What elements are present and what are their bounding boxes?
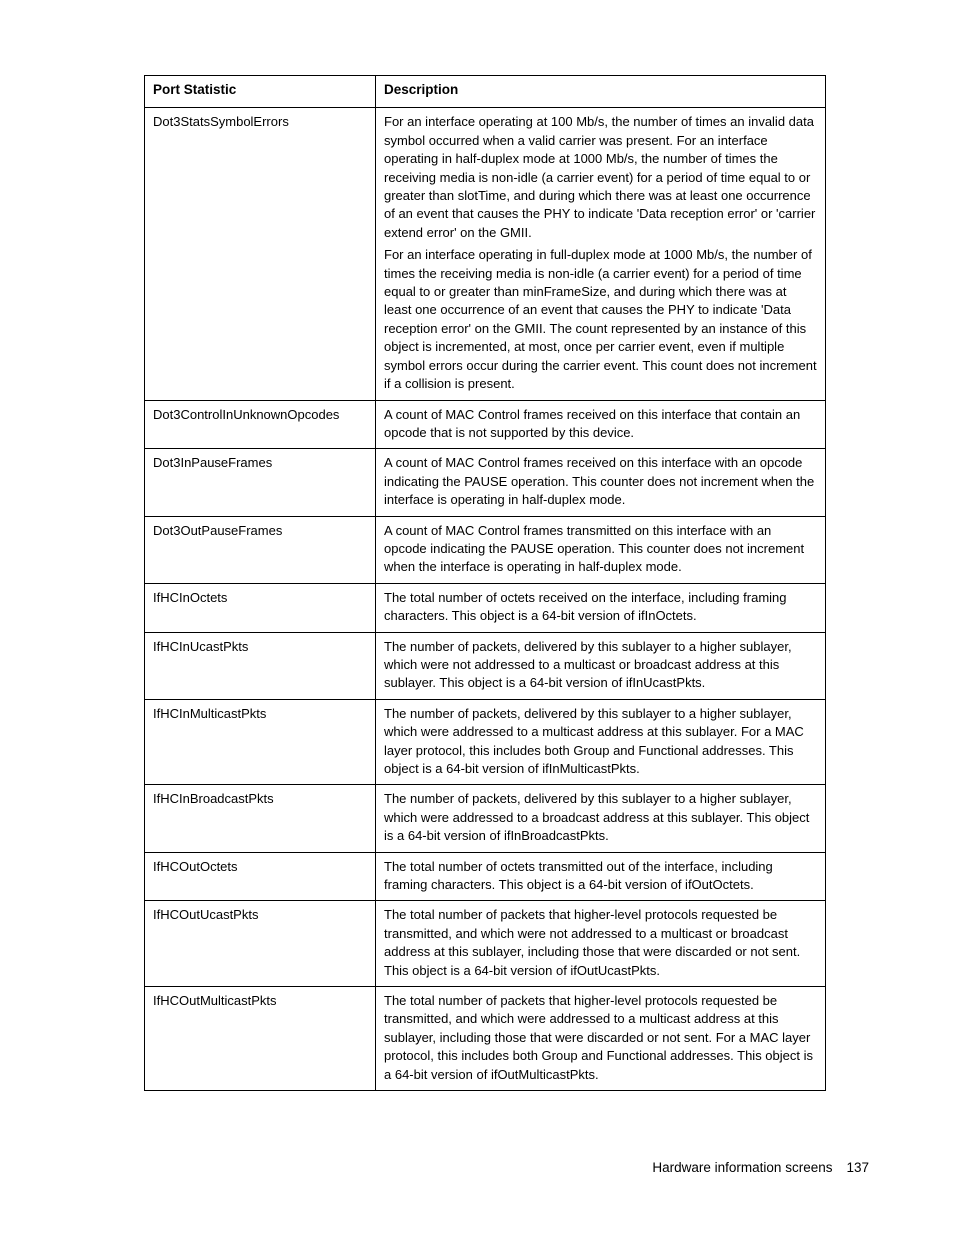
port-statistic-description (376, 901, 826, 987)
port-statistic-description (376, 699, 826, 785)
port-statistic-name: Dot3ControlInUnknownOpcodes (145, 400, 376, 449)
port-statistic-description (376, 583, 826, 632)
column-header-port-statistic: Port Statistic (145, 76, 376, 108)
description-paragraph: A count of MAC Control frames transmitted on this interface with an opcode indicating the PAUSE operation. This counter does not increment when the interface is operating in half-duplex mode. (384, 522, 805, 575)
port-statistic-name: IfHCInUcastPkts (145, 632, 376, 699)
port-statistic-description (376, 516, 826, 583)
column-header-description: Description (376, 76, 826, 108)
port-statistics-table (144, 75, 826, 1091)
description-paragraph: The total number of octets received on the interface, including framing characters. This object is a 64-bit version of ifInOctets. (384, 589, 787, 624)
page-footer (652, 1160, 869, 1176)
description-paragraph: For an interface operating in full-duplex mode at 1000 Mb/s, the number of times the receiving media is non-idle (a carrier event) for a period of time equal to or greater than minFrameSize, and during which there was at least one occurrence of an event that causes the PHY to indicate 'Data reception error' on the GMII. The count represented by an instance of this object is incremented, at most, once per carrier event, even if multiple symbol errors occur during the carrier event. This count does not increment if a collision is present. (384, 247, 817, 392)
table-row (145, 449, 826, 516)
page-number: 137 (846, 1160, 869, 1175)
footer-section-title: Hardware information screens (652, 1160, 833, 1175)
table-row (145, 852, 826, 901)
port-statistic-description (376, 400, 826, 449)
description-paragraph: The total number of packets that higher-level protocols requested be transmitted, and which were addressed to a multicast address at this sublayer, including those that were discarded or not sent. For a MAC layer protocol, this includes both Group and Functional addresses. This object is a 64-bit version of ifOutMulticastPkts. (384, 993, 813, 1082)
table-row (145, 699, 826, 785)
table-row (145, 987, 826, 1091)
table-row (145, 632, 826, 699)
port-statistic-description (376, 785, 826, 852)
port-statistic-description (376, 987, 826, 1091)
port-statistic-name: IfHCInOctets (145, 583, 376, 632)
description-paragraph: The number of packets, delivered by this sublayer to a higher sublayer, which were not addressed to a multicast or broadcast address at this sublayer. This object is a 64-bit version of ifInUcastPkts. (384, 638, 792, 691)
port-statistic-name: IfHCInBroadcastPkts (145, 785, 376, 852)
port-statistic-name: Dot3InPauseFrames (145, 449, 376, 516)
port-statistic-description (376, 449, 826, 516)
port-statistic-description (376, 852, 826, 901)
port-statistic-description (376, 632, 826, 699)
table-row (145, 400, 826, 449)
description-paragraph: A count of MAC Control frames received on this interface that contain an opcode that is not supported by this device. (384, 406, 801, 440)
port-statistic-name: Dot3OutPauseFrames (145, 516, 376, 583)
description-paragraph: The total number of octets transmitted out of the interface, including framing characters. This object is a 64-bit version of ifOutOctets. (384, 858, 773, 893)
table-header-row (145, 76, 826, 108)
description-paragraph: For an interface operating at 100 Mb/s, the number of times an invalid data symbol occurred when a valid carrier was present. For an interface operating in half-duplex mode at 1000 Mb/s, the number of times the receiving media is non-idle (a carrier event) for a period of time equal to or greater than slotTime, and during which there was at least one occurrence of an event that causes the PHY to indicate 'Data reception error' or 'carrier extend error' on the GMII. (384, 114, 816, 240)
description-paragraph: The number of packets, delivered by this sublayer to a higher sublayer, which were addressed to a multicast address at this sublayer. For a MAC layer protocol, this includes both Group and Functional addresses. This object is a 64-bit version of ifInMulticastPkts. (384, 705, 804, 776)
table-row (145, 901, 826, 987)
port-statistic-description (376, 108, 826, 400)
table-row (145, 516, 826, 583)
port-statistic-name: IfHCOutUcastPkts (145, 901, 376, 987)
table-body (145, 108, 826, 1091)
port-statistic-name: IfHCOutOctets (145, 852, 376, 901)
description-paragraph: The total number of packets that higher-level protocols requested be transmitted, and which were not addressed to a multicast or broadcast address at this sublayer, including those that were discarded or not sent. This object is a 64-bit version of ifOutUcastPkts. (384, 907, 801, 978)
table-row (145, 108, 826, 400)
port-statistic-name: IfHCOutMulticastPkts (145, 987, 376, 1091)
description-paragraph: A count of MAC Control frames received on this interface with an opcode indicating the PAUSE operation. This counter does not increment when the interface is operating in half-duplex mode. (384, 455, 815, 508)
table-row (145, 583, 826, 632)
table-row (145, 785, 826, 852)
description-paragraph: The number of packets, delivered by this sublayer to a higher sublayer, which were addressed to a broadcast address at this sublayer. This object is a 64-bit version of ifInBroadcastPkts. (384, 791, 810, 844)
port-statistic-name: IfHCInMulticastPkts (145, 699, 376, 785)
port-statistic-name: Dot3StatsSymbolErrors (145, 108, 376, 400)
